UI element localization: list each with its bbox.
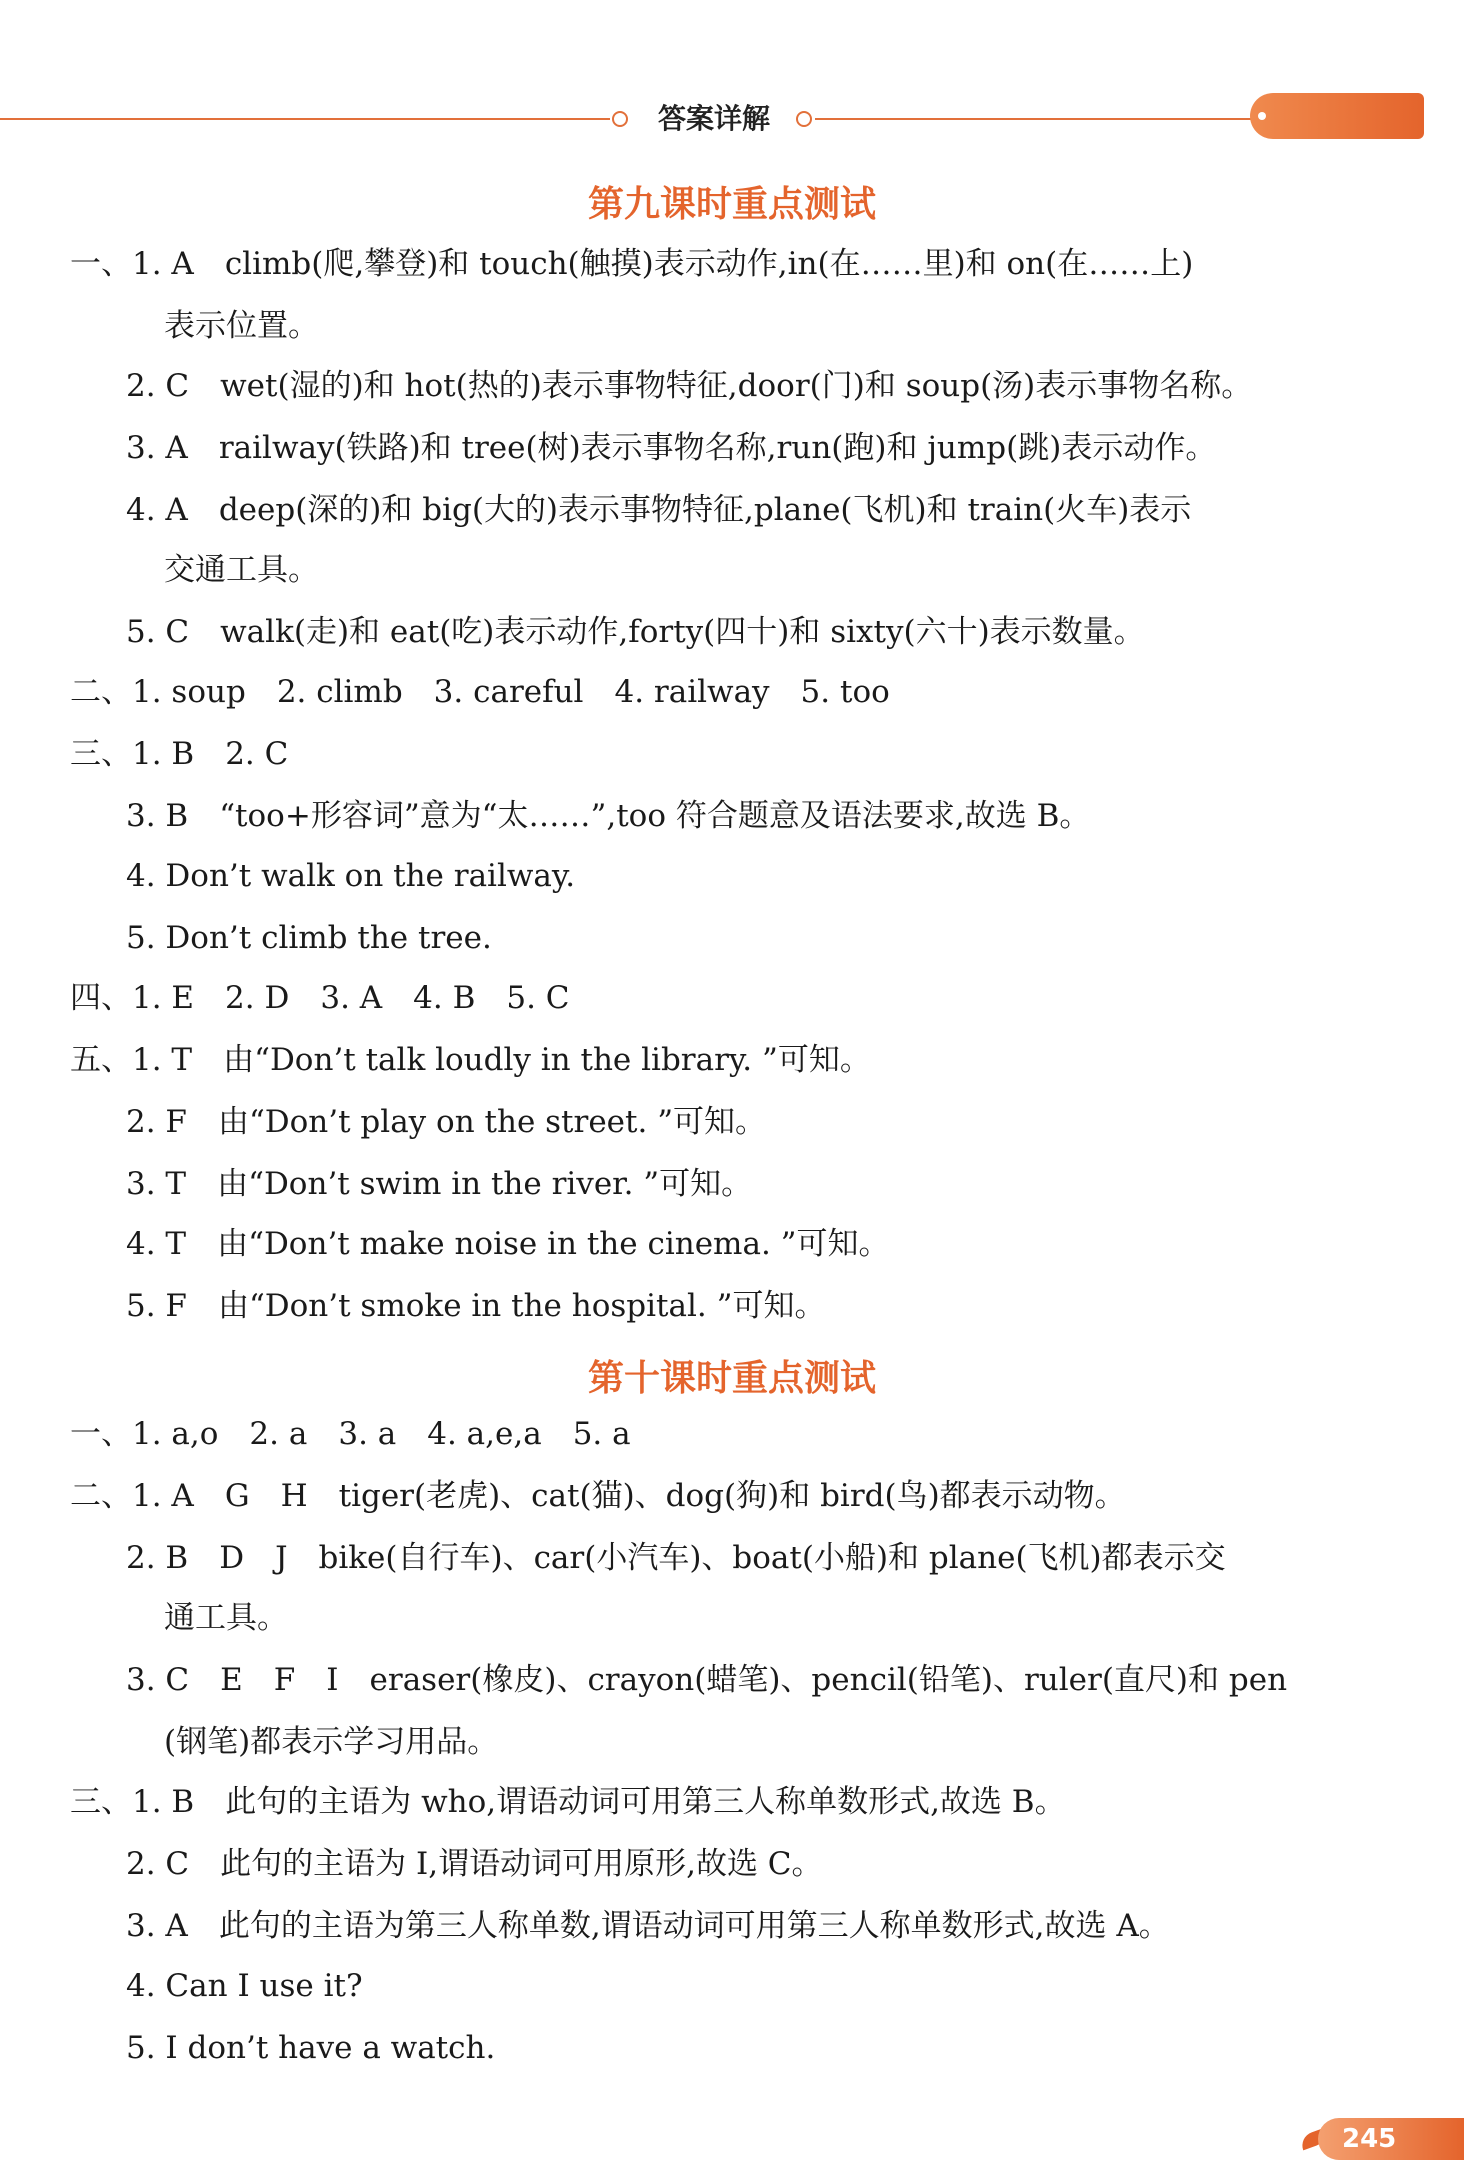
answer-line: 2. B D J bike(自行车)、car(小汽车)、boat(小船)和 plane(飞机)都表示交 [126,1540,1226,1576]
header-tab-dot [1258,112,1266,120]
answer-line: 5. Don’t climb the tree. [126,920,492,956]
header-dot-right [796,111,812,127]
answer-line: 四、1. E 2. D 3. A 4. B 5. C [70,980,570,1016]
answer-line: 一、1. A climb(爬,攀登)和 touch(触摸)表示动作,in(在……里)和 on(在……上) [70,246,1194,282]
answer-line: 三、1. B 2. C [70,736,289,772]
page-header [0,88,1464,148]
answer-line: 2. F 由“Don’t play on the street. ”可知。 [126,1104,767,1140]
answer-line: 4. A deep(深的)和 big(大的)表示事物特征,plane(飞机)和 train(火车)表示 [126,492,1192,528]
answer-line: 2. C 此句的主语为 I,谓语动词可用原形,故选 C。 [126,1846,823,1882]
header-rule-left [0,118,610,120]
answer-line: 2. C wet(湿的)和 hot(热的)表示事物特征,door(门)和 soup(汤)表示事物名称。 [126,368,1253,404]
answer-line: 交通工具。 [164,552,319,588]
section-title: 第十课时重点测试 [587,1358,876,1399]
answer-line: 一、1. a,o 2. a 3. a 4. a,e,a 5. a [70,1416,631,1452]
answer-line: 二、1. soup 2. climb 3. careful 4. railway 5. too [70,674,890,710]
header-rule-right [815,118,1265,120]
answer-line: 3. T 由“Don’t swim in the river. ”可知。 [126,1166,753,1202]
answer-line: 3. A 此句的主语为第三人称单数,谓语动词可用第三人称单数形式,故选 A。 [126,1908,1170,1944]
header-tab [1250,93,1424,139]
answer-line: 三、1. B 此句的主语为 who,谓语动词可用第三人称单数形式,故选 B。 [70,1784,1066,1820]
page-number-badge [1318,2118,1464,2160]
answer-line: 4. Can I use it? [126,1968,363,2004]
answer-line: 4. T 由“Don’t make noise in the cinema. ”可知。 [126,1226,890,1262]
answer-line: 5. F 由“Don’t smoke in the hospital. ”可知。 [126,1288,826,1324]
answer-line: 3. A railway(铁路)和 tree(树)表示事物名称,run(跑)和 jump(跳)表示动作。 [126,430,1217,466]
answer-line: 5. I don’t have a watch. [126,2030,496,2066]
answer-line: 五、1. T 由“Don’t talk loudly in the library. ”可知。 [70,1042,871,1078]
answer-line: 3. B “too+形容词”意为“太……”,too 符合题意及语法要求,故选 B。 [126,798,1091,834]
header-title: 答案详解 [657,102,770,135]
answer-line: 通工具。 [164,1600,288,1636]
header-dot-left [612,111,628,127]
answer-line: 二、1. A G H tiger(老虎)、cat(猫)、dog(狗)和 bird(鸟)都表示动物。 [70,1478,1126,1514]
answer-line: 3. C E F I eraser(橡皮)、crayon(蜡笔)、pencil(铅笔)、ruler(直尺)和 pen [126,1662,1288,1698]
answer-line: 表示位置。 [164,308,319,344]
answer-line: 5. C walk(走)和 eat(吃)表示动作,forty(四十)和 sixty(六十)表示数量。 [126,614,1145,650]
answer-line: 4. Don’t walk on the railway. [126,858,576,894]
section-title: 第九课时重点测试 [587,184,876,225]
page-number: 245 [1342,2124,1397,2154]
answer-line: (钢笔)都表示学习用品。 [164,1724,499,1760]
